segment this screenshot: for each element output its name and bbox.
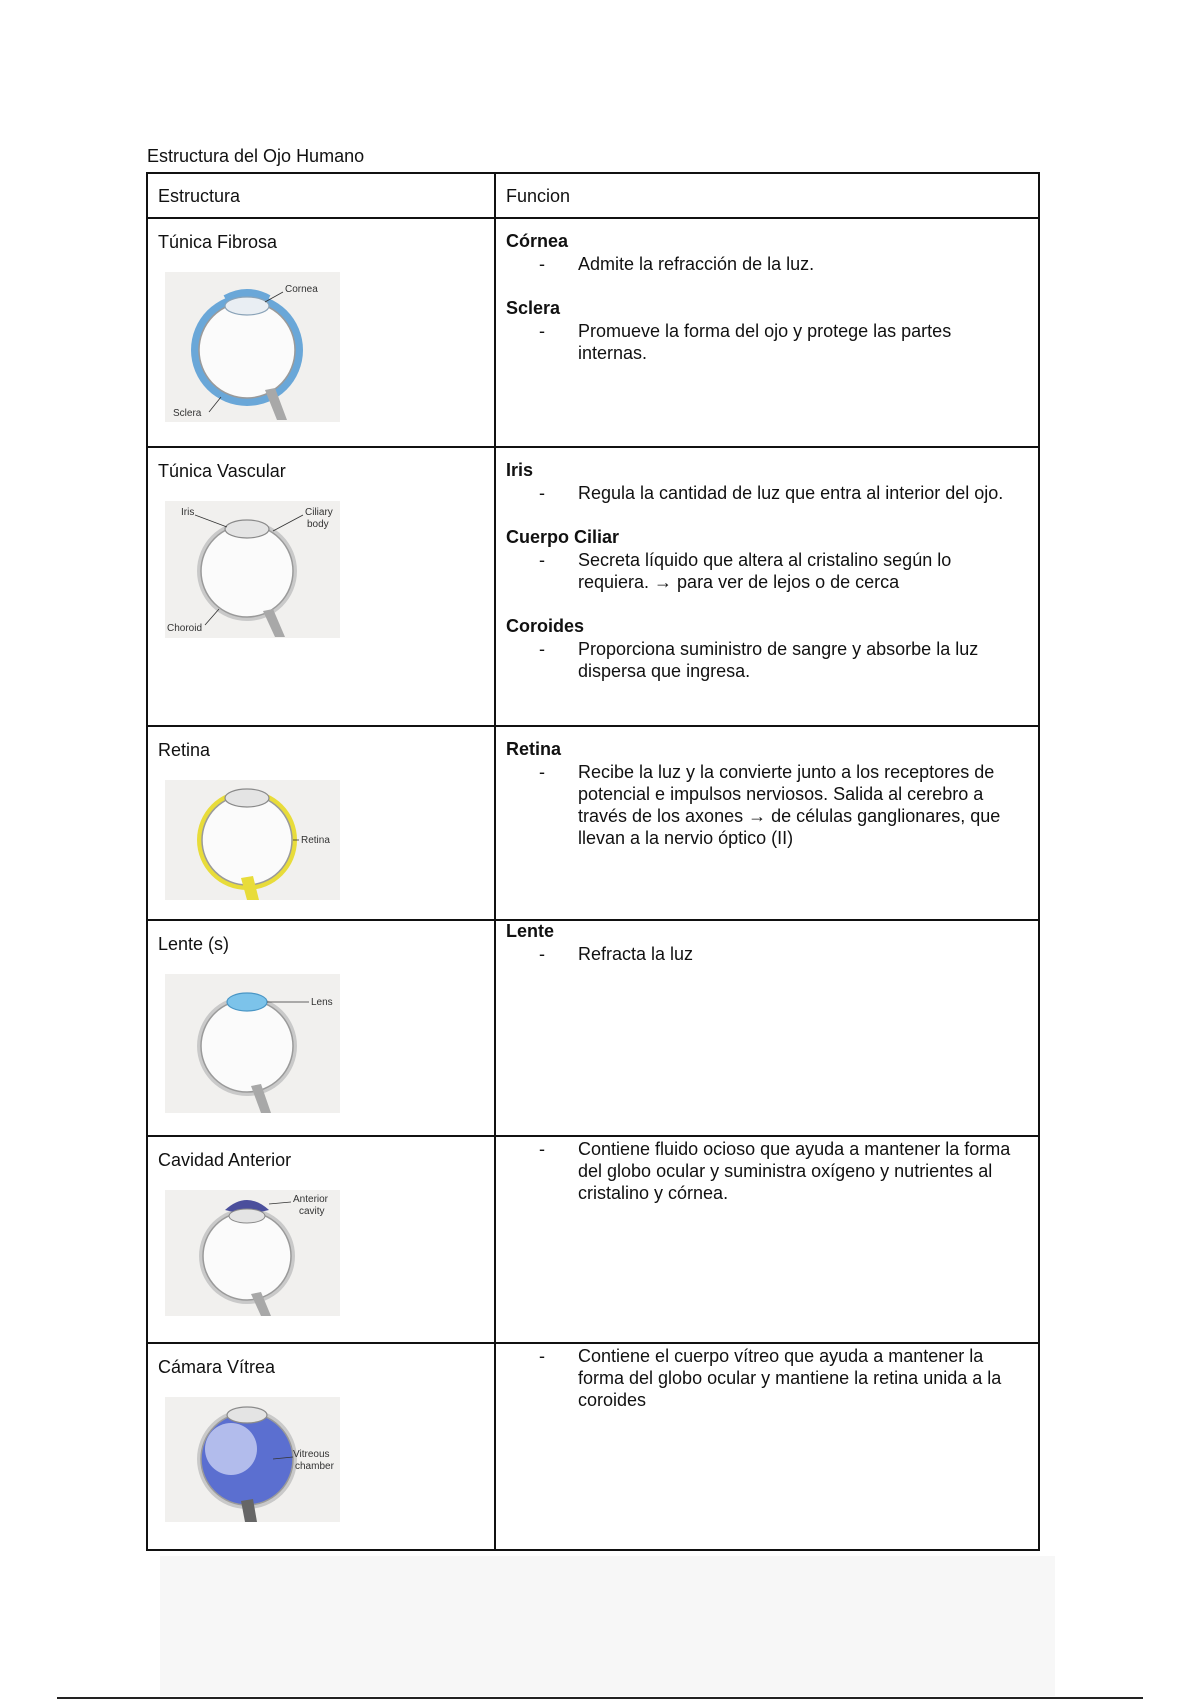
function-bullet: - Secreta líquido que altera al cristalino según lo requiera. → para ver de lejos o de cerca [539, 550, 952, 592]
table-row [147, 726, 1039, 920]
function-term: Retina [506, 739, 562, 759]
function-term: Lente [506, 921, 555, 941]
function-term: Cuerpo Ciliar [506, 527, 620, 547]
eye-diagram-fibrous-tunic [165, 272, 340, 422]
function-bullet: - Proporciona suministro de sangre y absorbe la luz dispersa que ingresa. [539, 639, 979, 681]
label-lens: Lens [311, 997, 333, 1008]
eye-diagram-retina [165, 780, 340, 900]
label-retina: Retina [301, 835, 330, 846]
label-sclera: Sclera [173, 408, 202, 419]
label-cornea: Cornea [285, 284, 318, 295]
table-row [147, 920, 1039, 1136]
function-cell [496, 1344, 1038, 1411]
document-title: Estructura del Ojo Humano [147, 146, 365, 166]
table-row [147, 218, 1039, 447]
function-cell [496, 727, 1038, 849]
label-ciliary: Ciliary [305, 507, 333, 518]
label-body: body [307, 519, 329, 530]
function-bullet: - Promueve la forma del ojo y protege las partes internas. [539, 321, 952, 363]
label-vitreous: Vitreous [293, 1449, 330, 1460]
table-header-row [147, 173, 1039, 218]
function-term: Iris [506, 460, 534, 480]
function-bullet: - Contiene el cuerpo vítreo que ayuda a mantener la forma del globo ocular y mantiene la retina unida a la coroides [539, 1346, 1002, 1410]
label-chamber: chamber [295, 1461, 334, 1472]
label-anterior: Anterior [293, 1194, 329, 1205]
function-cell [496, 1137, 1038, 1204]
structure-name: Retina [158, 740, 211, 760]
function-bullet: - Recibe la luz y la convierte junto a los receptores de potencial e impulsos nerviosos. Salida al cerebro a través de los axones → de células ganglionares, que llevan a la nervio óptico (II) [539, 762, 1001, 848]
function-bullet: - Refracta la luz [539, 944, 694, 964]
page-bottom-rule [57, 1697, 1143, 1699]
function-term: Coroides [506, 616, 585, 636]
label-cavity: cavity [299, 1206, 325, 1217]
function-cell [496, 921, 1038, 965]
function-bullet: - Contiene fluido ocioso que ayuda a mantener la forma del globo ocular y suministra oxígeno y nutrientes al cristalino y córnea. [539, 1139, 1011, 1203]
header-structure: Estructura [158, 186, 241, 206]
structure-name: Lente (s) [158, 934, 230, 954]
structure-name: Túnica Vascular [158, 461, 286, 481]
page-bottom-shade [160, 1556, 1055, 1696]
eye-diagram-anterior-cavity [165, 1190, 340, 1316]
eye-diagram-vitreous-chamber [165, 1397, 340, 1522]
table-row [147, 1343, 1039, 1550]
table-row [147, 1136, 1039, 1343]
function-term: Córnea [506, 231, 569, 251]
eye-structure-table [146, 172, 1040, 1551]
structure-name: Cámara Vítrea [158, 1357, 276, 1377]
function-cell [496, 448, 1038, 682]
label-iris: Iris [181, 507, 195, 518]
table-row [147, 447, 1039, 726]
eye-diagram-lens [165, 974, 340, 1113]
function-bullet: - Regula la cantidad de luz que entra al interior del ojo. [539, 483, 1004, 503]
structure-name: Túnica Fibrosa [158, 232, 278, 252]
function-cell [496, 219, 1038, 364]
structure-name: Cavidad Anterior [158, 1150, 292, 1170]
header-function: Funcion [506, 186, 571, 206]
function-bullet: - Admite la refracción de la luz. [539, 254, 815, 274]
function-term: Sclera [506, 298, 561, 318]
label-choroid: Choroid [167, 623, 203, 634]
eye-diagram-vascular-tunic [165, 501, 340, 638]
